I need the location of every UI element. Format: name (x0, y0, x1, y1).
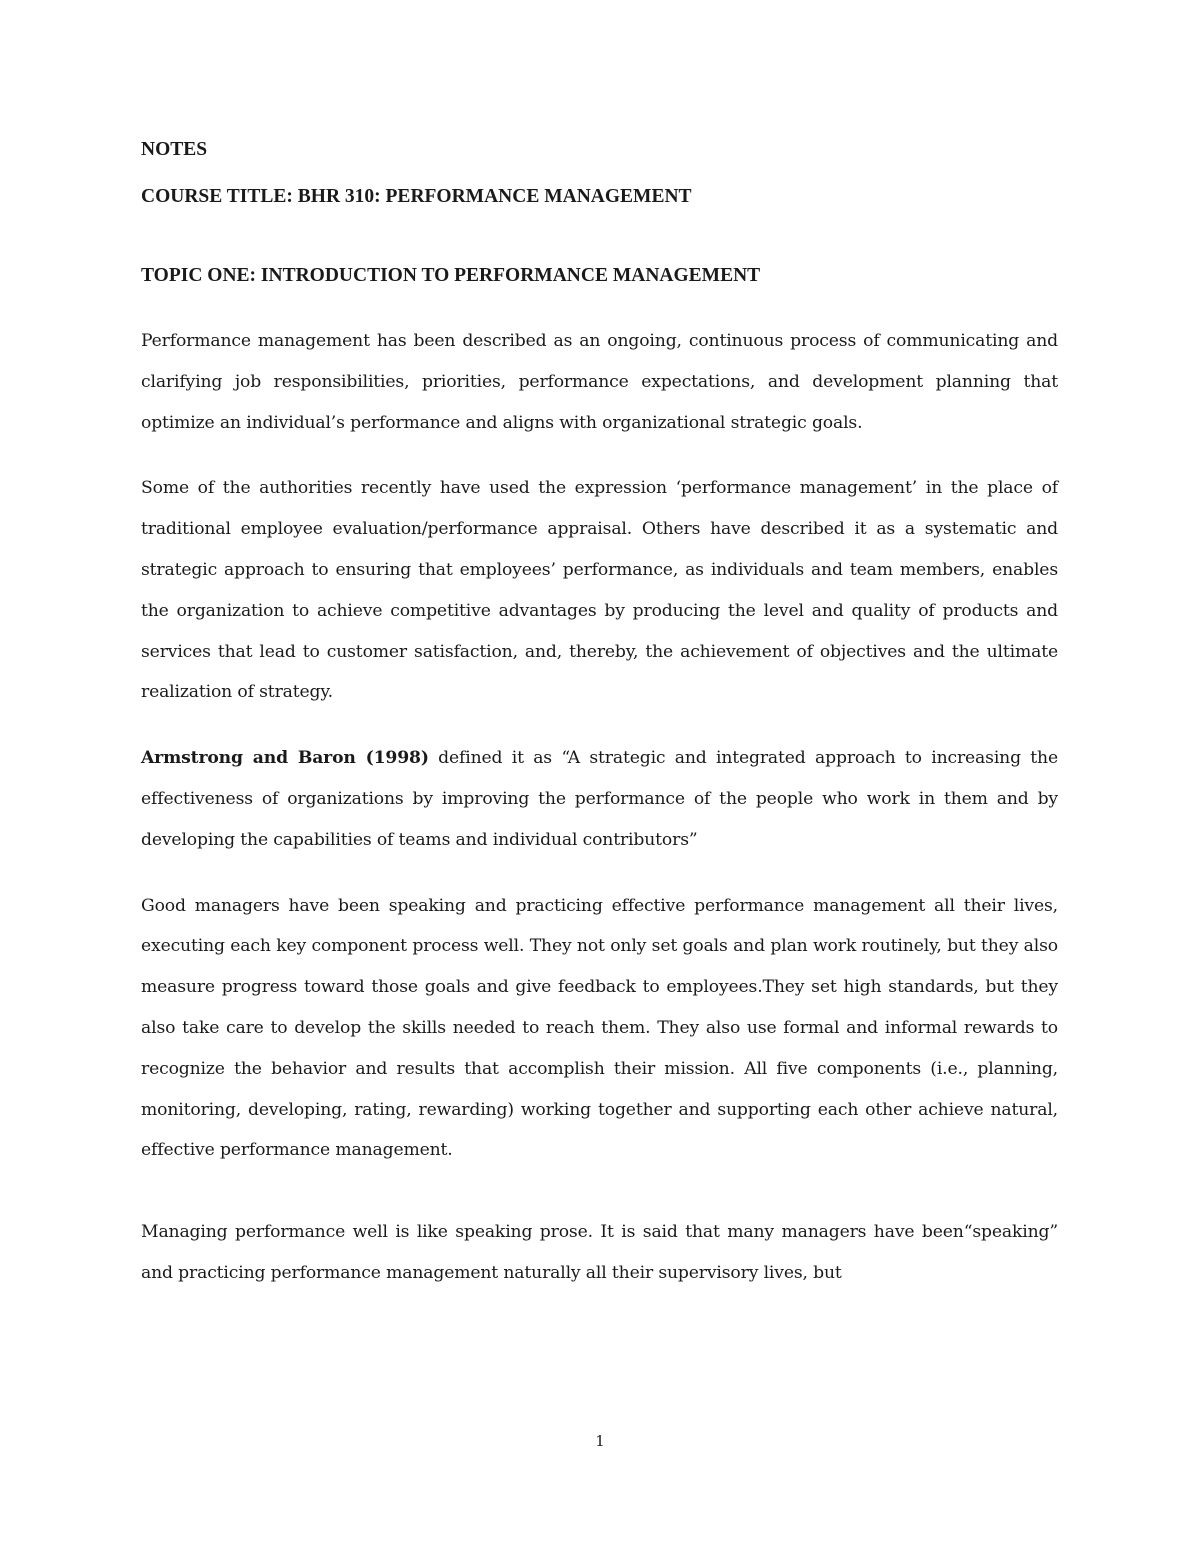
paragraph-definition: Performance management has been described as an ongoing, continuous process of communicating and clarifying job responsibilities, priorities, performance expectations, and development planning that optimize an individual’s performance and aligns with organizational strategic goals. (141, 331, 1058, 433)
paragraph-managing-performance: Managing performance well is like speaking prose. It is said that many managers have been“speaking” and practicing performance management naturally all their supervisory lives, but (141, 1222, 1058, 1283)
paragraph-armstrong-baron (141, 738, 1058, 860)
course-title: COURSE TITLE: BHR 310: PERFORMANCE MANAGEMENT (141, 186, 692, 207)
page-body (141, 138, 1058, 1319)
topic-title: TOPIC ONE: INTRODUCTION TO PERFORMANCE MANAGEMENT (141, 265, 761, 286)
page-number: 1 (595, 1432, 605, 1450)
citation-armstrong-baron: Armstrong and Baron (1998) (141, 748, 429, 769)
notes-label: NOTES (141, 139, 208, 160)
paragraph-armstrong-baron-text: defined it as “A strategic and integrated approach to increasing the effectiveness of organizations by improving the performance of the people who work in them and by developing the capabilities of teams and individual contributors” (141, 748, 1058, 850)
paragraph-good-managers: Good managers have been speaking and practicing effective performance management all their lives, executing each key component process well. They not only set goals and plan work routinely, but they also measure progress toward those goals and give feedback to employees.They set high standards, but they also take care to develop the skills needed to reach them. They also use formal and informal rewards to recognize the behavior and results that accomplish their mission. All five components (i.e., planning, monitoring, developing, rating, rewarding) working together and supporting each other achieve natural, effective performance management. (141, 895, 1058, 1161)
paragraph-authorities: Some of the authorities recently have used the expression ‘performance management’ in the place of traditional employee evaluation/performance appraisal. Others have described it as a systematic and strategic approach to ensuring that employees’ performance, as individuals and team members, enables the organization to achieve competitive advantages by producing the level and quality of products and services that lead to customer satisfaction, and, thereby, the achievement of objectives and the ultimate realization of strategy. (141, 478, 1058, 703)
